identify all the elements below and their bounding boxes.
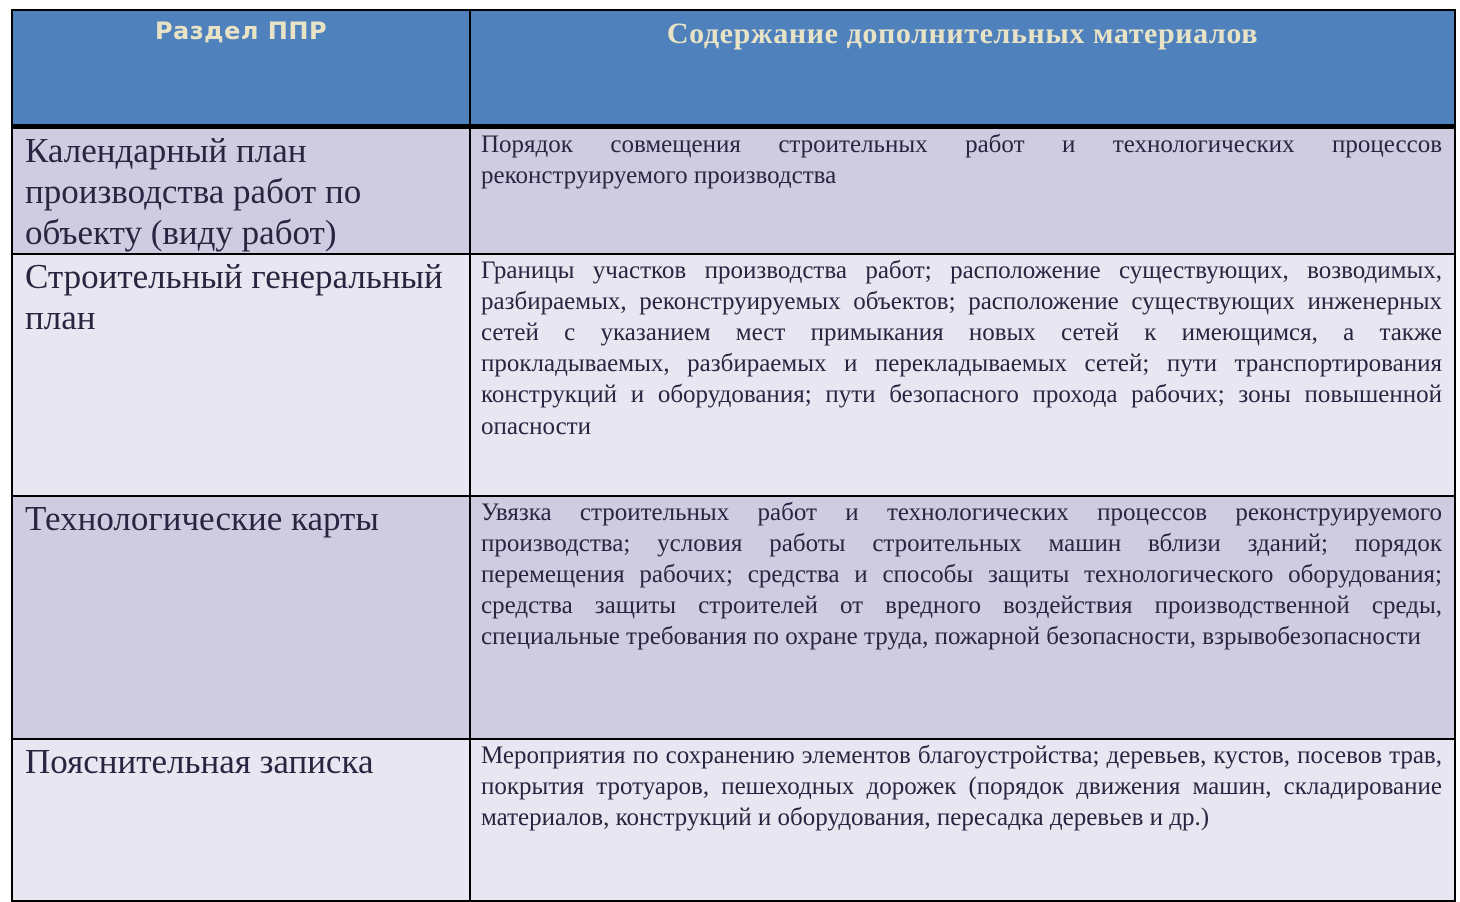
row-section-cell: Строительный генеральный план xyxy=(12,254,470,496)
table-row xyxy=(12,496,1455,739)
row-content-cell: Мероприятия по сохранению элементов благоустройства; деревьев, кустов, посевов трав, покрытия тротуаров, пешеходных дорожек (порядок движения машин, складирование материалов, конструкций и оборудования, пересадка деревьев и др.) xyxy=(470,739,1455,901)
row-content-cell: Увязка строительных работ и технологических процессов реконструируемого производства; условия работы строительных машин вблизи зданий; порядок перемещения рабочих; средства и способы защиты технологического оборудования; средства защиты строителей от вредного воздействия производственной среды, специальные требования по охране труда, пожарной безопасности, взрывобезопасности xyxy=(470,496,1455,739)
row-section-cell: Технологические карты xyxy=(12,496,470,739)
table-row xyxy=(12,254,1455,496)
header-content: Содержание дополнительных материалов xyxy=(470,10,1455,126)
table-header xyxy=(12,10,1455,126)
table-body xyxy=(12,126,1455,901)
row-section-cell: Календарный план производства работ по объекту (виду работ) xyxy=(12,126,470,254)
row-section-cell: Пояснительная записка xyxy=(12,739,470,901)
header-row xyxy=(12,10,1455,126)
table-row xyxy=(12,739,1455,901)
row-content-cell: Границы участков производства работ; расположение существующих, возводимых, разбираемых, реконструируемых объектов; расположение существующих инженерных сетей с указанием мест примыкания новых сетей к имеющимся, а также прокладываемых, разбираемых и перекладываемых сетей; пути транспортирования конструкций и оборудования; пути безопасного прохода рабочих; зоны повышенной опасности xyxy=(470,254,1455,496)
row-content-cell: Порядок совмещения строительных работ и технологических процессов реконструируемого производства xyxy=(470,126,1455,254)
table-row xyxy=(12,126,1455,254)
ppr-table-container xyxy=(11,9,1454,894)
ppr-table xyxy=(11,9,1456,902)
header-section: Раздел ППР xyxy=(12,10,470,126)
